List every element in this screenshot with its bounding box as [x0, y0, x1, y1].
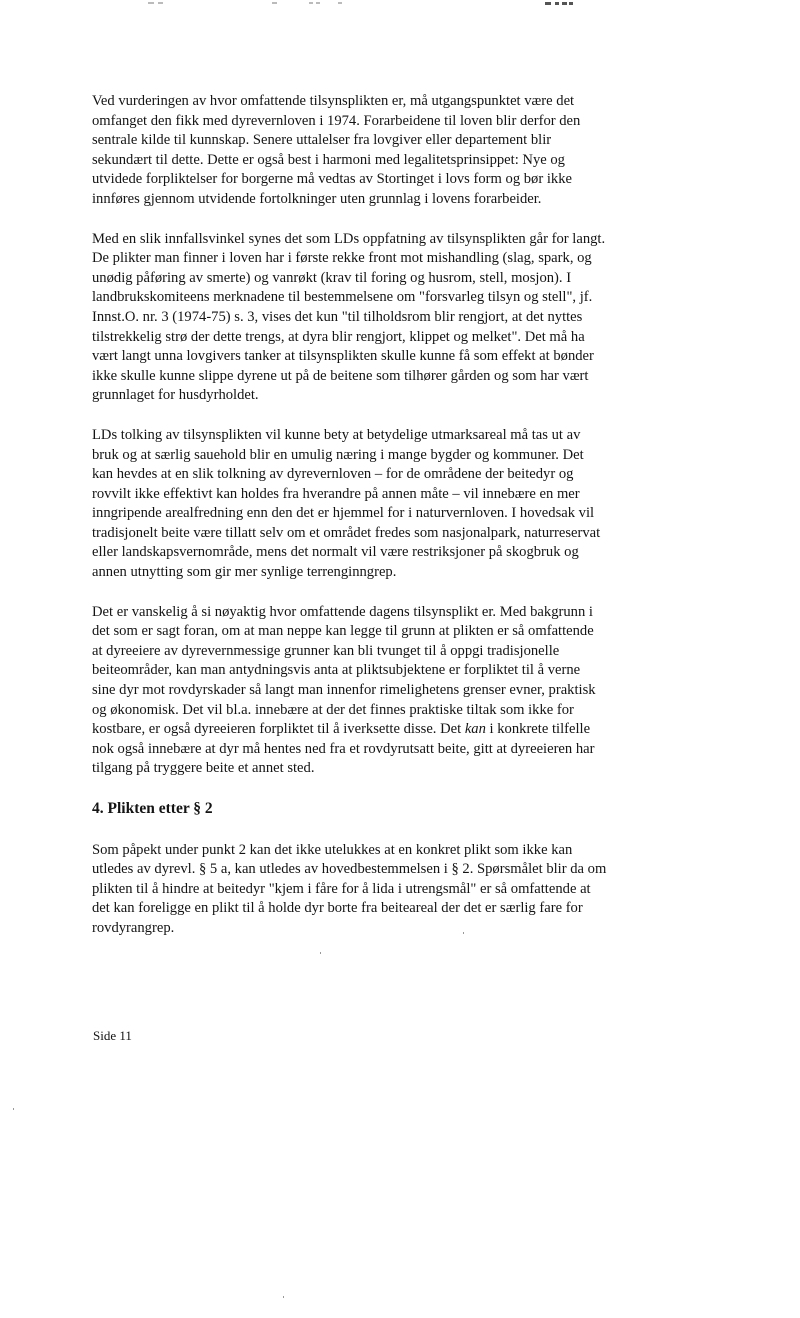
text-line: Ved vurderingen av hvor omfattende tilsynsplikten er, må utgangspunktet være det: [92, 93, 575, 109]
scan-speck: [13, 1108, 14, 1110]
scan-speck: [283, 1296, 284, 1298]
scan-artifact: [148, 2, 154, 4]
scan-artifact: [545, 2, 551, 5]
text-line: sentrale kilde til kunnskap. Senere uttalelser fra lovgiver eller departement blir: [92, 132, 552, 149]
text-fragment: i konkrete tilfelle: [485, 721, 591, 738]
text-line: tradisjonelt beite være tillatt selv om et området fredes som nasjonalpark, naturreservat: [92, 524, 601, 541]
text-line: innføres gjennom utvidende fortolkninger uten grunnlag i lovens forarbeider.: [92, 190, 542, 207]
text-line: ikke skulle kunne slippe dyrene ut på de beitene som tilhører gården og som har vært: [92, 367, 589, 384]
paragraph-legality: [92, 92, 712, 210]
text-line: Det er vanskelig å si nøyaktig hvor omfattende dagens tilsynsplikt er. Med bakgrunn i: [92, 603, 593, 620]
scan-artifact: [569, 2, 573, 5]
text-line: [92, 720, 712, 740]
text-line: det som er sagt foran, om at man neppe kan legge til grunn at plikten er så omfattende: [92, 623, 594, 640]
scan-artifact: [309, 2, 313, 4]
text-line: grunnlaget for husdyrholdet.: [92, 387, 259, 404]
text-line: utvidede forpliktelser for borgerne må vedtas av Stortinget i lovs form og bør ikke: [92, 171, 572, 188]
text-line: og økonomisk. Det vil bl.a. innebære at der det finnes praktiske tiltak som ikke for: [92, 701, 574, 718]
paragraph-section-2-duty: [92, 841, 712, 939]
paragraph-ld-interpretation: [92, 230, 712, 406]
text-line: omfanget den fikk med dyrevernloven i 1974. Forarbeidene til loven blir derfor den: [92, 112, 581, 129]
scan-artifact: [158, 2, 163, 4]
text-line: vært langt unna lovgivers tanker at tilsynsplikten skulle kunne få som effekt at bønder: [92, 348, 594, 365]
text-line: bruk og at særlig sauehold blir en umulig næring i mange bygder og kommuner. Det: [92, 446, 584, 463]
text-line: plikten til å hindre at beitedyr "kjem i fåre for å lida i utrengsmål" er så omfattende at: [92, 880, 591, 897]
emphasized-word: kan: [464, 721, 486, 738]
paragraph-land-use: [92, 426, 712, 583]
scan-artifact: [338, 2, 342, 4]
scan-artifact: [316, 2, 320, 4]
text-line: beiteområder, kan man antydningsvis anta at pliktsubjektene er forpliktet til å verne: [92, 662, 581, 679]
scan-artifact: [555, 2, 559, 5]
text-line: det kan foreligge en plikt til å holde dyr borte fra beiteareal der det er særlig fare for: [92, 900, 583, 917]
text-line: landbrukskomiteens merknadene til bestemmelsene om "forsvarleg tilsyn og stell", jf.: [92, 289, 593, 306]
text-line: rovvilt ikke effektivt kan holdes fra hverandre på annen måte – vil innebære en mer: [92, 485, 580, 502]
text-line: utledes av dyrevl. § 5 a, kan utledes av hovedbestemmelsen i § 2. Spørsmålet blir da om: [92, 861, 607, 878]
paragraph-current-duty: [92, 603, 712, 779]
text-line: unødig påføring av smerte) og vanrøkt (krav til foring og husrom, stell, mosjon). I: [92, 269, 572, 286]
text-line: LDs tolking av tilsynsplikten vil kunne bety at betydelige utmarksareal må tas ut av: [92, 426, 581, 443]
text-line: kan hevdes at en slik tolkning av dyrevernloven – for de områdene der beitedyr og: [92, 466, 574, 483]
text-line: sine dyr mot rovdyrskader så langt man innenfor rimelighetens grenser evner, praktisk: [92, 682, 596, 699]
text-fragment: kostbare, er også dyreeieren forpliktet til å iverksette disse. Det: [92, 721, 465, 738]
section-heading: 4. Plikten etter § 2: [92, 800, 213, 817]
text-line: nok også innebære at dyr må hentes ned fra et rovdyrutsatt beite, gitt at dyreeieren har: [92, 740, 595, 757]
text-line: rovdyrangrep.: [92, 919, 175, 936]
text-line: Som påpekt under punkt 2 kan det ikke utelukkes at en konkret plikt som ikke kan: [92, 841, 573, 858]
page-number: Side 11: [93, 1028, 132, 1043]
text-line: tilstrekkelig strø der dette trengs, at dyra blir rengjort, klippet og melket". Det må ha: [92, 328, 585, 345]
text-line: at dyreeiere av dyrevernmessige grunner kan bli tvunget til å oppgi tradisjonelle: [92, 642, 560, 659]
scan-artifact: [272, 2, 277, 4]
text-line: sekundært til dette. Dette er også best i harmoni med legalitetsprinsippet: Nye og: [92, 151, 565, 168]
text-line: tilgang på tryggere beite et annet sted.: [92, 760, 315, 777]
text-line: eller landskapsvernområde, mens det normalt vil være restriksjoner på skogbruk og: [92, 544, 579, 561]
text-line: De plikter man finner i loven har i første rekke front mot mishandling (slag, spark, og: [92, 250, 592, 267]
text-line: Med en slik innfallsvinkel synes det som LDs oppfatning av tilsynsplikten går for langt.: [92, 230, 606, 247]
text-line: annen utnytting som gir mer synlige terrenginngrep.: [92, 564, 397, 581]
document-page: [92, 92, 712, 959]
text-line: Innst.O. nr. 3 (1974-75) s. 3, vises det kun "til tilholdsrom blir rengjort, at det nyttes: [92, 308, 583, 325]
scan-artifact: [562, 2, 567, 5]
text-line: inngripende arealfredning enn den det er hjemmel for i naturvernloven. I hovedsak vil: [92, 505, 595, 522]
